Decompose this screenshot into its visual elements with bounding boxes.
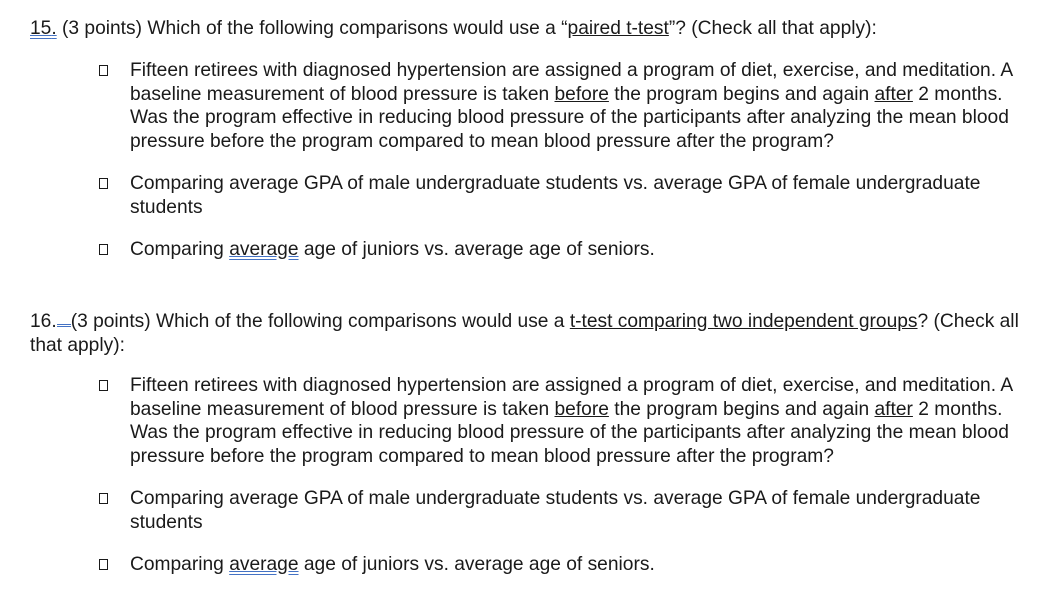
question-16 <box>30 309 1030 357</box>
checkbox[interactable] <box>99 559 108 570</box>
checkbox[interactable] <box>99 493 108 504</box>
option-gpa <box>98 487 1033 534</box>
answer-blank <box>57 309 71 327</box>
question-suffix: ? (Check all that apply): <box>30 311 1019 356</box>
checkbox[interactable] <box>99 380 108 391</box>
option-text: Fifteen retirees with diagnosed hypertension are assigned a program of diet, exercise, and meditation. A baseline measurement of blood pressure is taken before the program begins and again after 2 months. Was the program effective in reducing blood pressure of the participants after analyzing the mean blood pressure before the program compared to mean blood pressure after the program? <box>130 60 1013 152</box>
question-number: 16. <box>30 311 57 332</box>
option-text: Comparing average age of juniors vs. average age of seniors. <box>130 554 655 575</box>
question-15-options <box>98 59 1033 281</box>
question-term: paired t-test <box>567 18 669 39</box>
option-paired-hypertension <box>98 59 1033 153</box>
question-15 <box>30 17 1030 41</box>
option-text: Comparing average GPA of male undergraduate students vs. average GPA of female undergraduate students <box>130 488 981 533</box>
question-number: 15. <box>30 18 57 39</box>
option-text: Comparing average GPA of male undergraduate students vs. average GPA of female undergraduate students <box>130 173 981 218</box>
question-prefix: (3 points) Which of the following comparisons would use a “ <box>56 18 568 39</box>
option-text: Fifteen retirees with diagnosed hypertension are assigned a program of diet, exercise, and meditation. A baseline measurement of blood pressure is taken before the program begins and again after 2 months. Was the program effective in reducing blood pressure of the participants after analyzing the mean blood pressure before the program compared to mean blood pressure after the program? <box>130 375 1013 467</box>
checkbox[interactable] <box>99 178 108 189</box>
option-gpa <box>98 172 1033 219</box>
question-16-options <box>98 374 1033 596</box>
checkbox[interactable] <box>99 244 108 255</box>
question-term: t-test comparing two independent groups <box>569 311 918 332</box>
question-suffix: ”? (Check all that apply): <box>668 18 877 39</box>
question-prefix: (3 points) Which of the following comparisons would use a <box>70 311 570 332</box>
option-text: Comparing average age of juniors vs. average age of seniors. <box>130 239 655 260</box>
checkbox[interactable] <box>99 65 108 76</box>
option-paired-hypertension <box>98 374 1033 468</box>
option-age <box>98 238 1033 262</box>
option-age <box>98 553 1033 577</box>
